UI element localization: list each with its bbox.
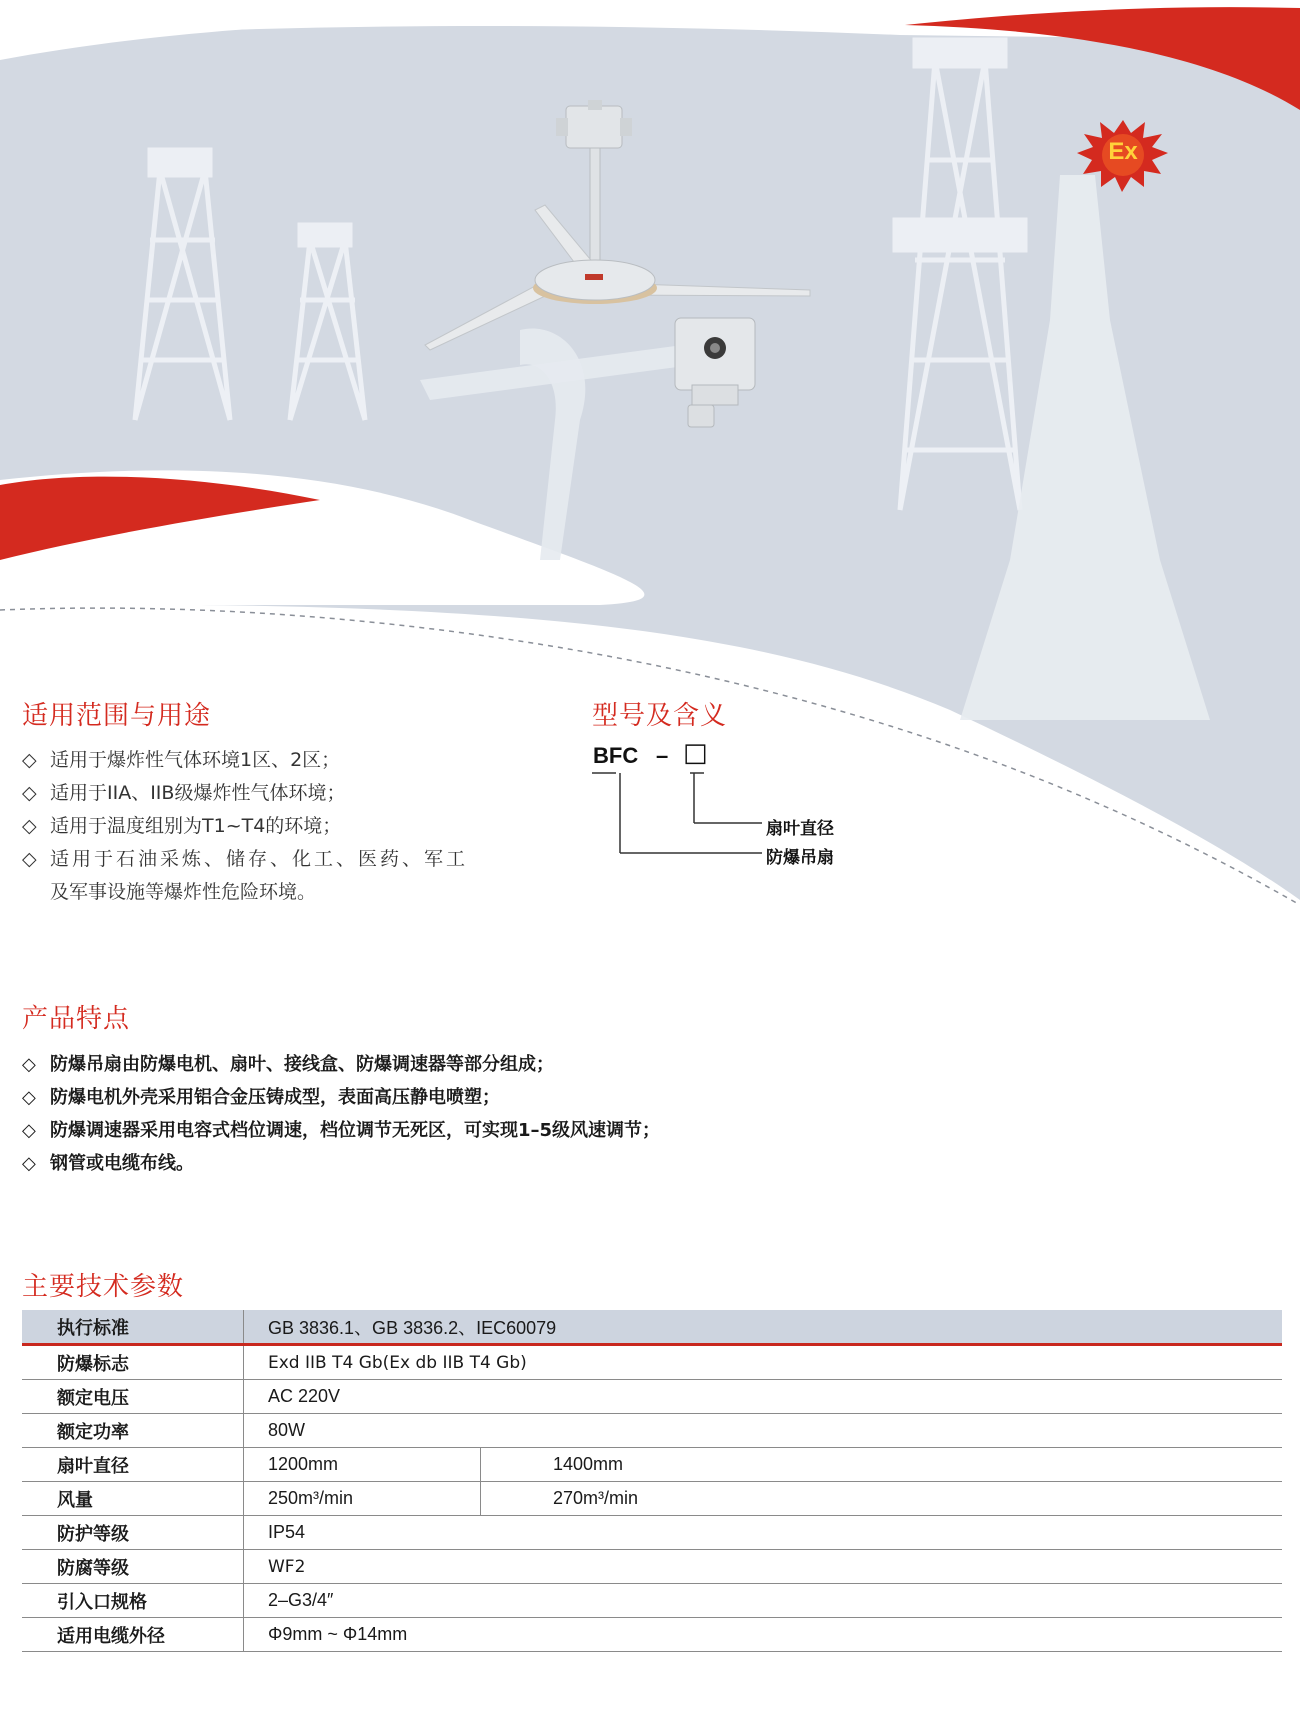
table-row <box>22 1448 1282 1482</box>
table-row <box>22 1584 1282 1618</box>
table-row <box>22 1345 1282 1380</box>
diamond-icon: ◇ <box>22 848 37 870</box>
param-value: 80W <box>244 1414 1283 1448</box>
param-key: 引入口规格 <box>22 1584 244 1618</box>
scope-item-continuation: 及军事设施等爆炸性危险环境。 <box>50 881 317 903</box>
table-row <box>22 1482 1282 1516</box>
param-key: 额定电压 <box>22 1380 244 1414</box>
param-key: 风量 <box>22 1482 244 1516</box>
feature-item: ◇ 钢管或电缆布线。 <box>22 1153 194 1174</box>
model-title: 型号及含义 <box>592 701 728 731</box>
features-title: 产品特点 <box>22 1004 131 1034</box>
model-dash: – <box>656 743 669 768</box>
param-value-2: 270m³/min <box>481 1482 1283 1516</box>
diamond-icon: ◇ <box>22 1054 36 1075</box>
feature-item: ◇ 防爆电机外壳采用铝合金压铸成型，表面高压静电喷塑； <box>22 1087 500 1108</box>
param-value: Exd IIB T4 Gb(Ex db IIB T4 Gb) <box>244 1345 1283 1380</box>
param-value: 2–G3/4″ <box>244 1584 1283 1618</box>
param-key: 防腐等级 <box>22 1550 244 1584</box>
table-row <box>22 1414 1282 1448</box>
param-value: WF2 <box>244 1550 1283 1584</box>
params-table <box>22 1310 1282 1652</box>
diamond-icon: ◇ <box>22 782 37 804</box>
param-value: GB 3836.1、GB 3836.2、IEC60079 <box>244 1310 1283 1345</box>
scope-title: 适用范围与用途 <box>22 701 212 731</box>
scope-item: ◇ 适用于石油采炼、储存、化工、医药、军工 <box>22 848 469 870</box>
label-blade-diameter: 扇叶直径 <box>766 819 834 839</box>
diamond-icon: ◇ <box>22 749 37 771</box>
ex-badge: Ex <box>1108 138 1138 165</box>
table-row <box>22 1618 1282 1652</box>
diamond-icon: ◇ <box>22 1087 36 1108</box>
param-key: 额定功率 <box>22 1414 244 1448</box>
param-value: IP54 <box>244 1516 1283 1550</box>
table-row <box>22 1550 1282 1584</box>
params-title: 主要技术参数 <box>22 1272 185 1302</box>
table-row <box>22 1310 1282 1345</box>
feature-item: ◇ 防爆调速器采用电容式档位调速，档位调节无死区，可实现1–5级风速调节； <box>22 1120 661 1141</box>
param-value: Φ9mm ~ Φ14mm <box>244 1618 1283 1652</box>
param-value: 250m³/min <box>244 1482 481 1516</box>
scope-item: ◇ 适用于爆炸性气体环境1区、2区； <box>22 749 341 771</box>
param-key: 适用电缆外径 <box>22 1618 244 1652</box>
diamond-icon: ◇ <box>22 815 37 837</box>
scope-item: ◇ 适用于温度组别为T1~T4的环境； <box>22 815 342 837</box>
scope-item: ◇ 适用于IIA、IIB级爆炸性气体环境； <box>22 782 346 804</box>
table-row <box>22 1380 1282 1414</box>
param-value: AC 220V <box>244 1380 1283 1414</box>
param-key: 执行标准 <box>22 1310 244 1345</box>
param-value-2: 1400mm <box>481 1448 1283 1482</box>
diamond-icon: ◇ <box>22 1153 36 1174</box>
table-row <box>22 1516 1282 1550</box>
feature-item: ◇ 防爆吊扇由防爆电机、扇叶、接线盒、防爆调速器等部分组成； <box>22 1054 554 1075</box>
param-value: 1200mm <box>244 1448 481 1482</box>
model-code: BFC <box>593 743 639 768</box>
diamond-icon: ◇ <box>22 1120 36 1141</box>
param-key: 防护等级 <box>22 1516 244 1550</box>
param-key: 防爆标志 <box>22 1345 244 1380</box>
model-box: □ <box>683 738 708 768</box>
param-key: 扇叶直径 <box>22 1448 244 1482</box>
label-explosion-proof-fan: 防爆吊扇 <box>766 848 834 868</box>
